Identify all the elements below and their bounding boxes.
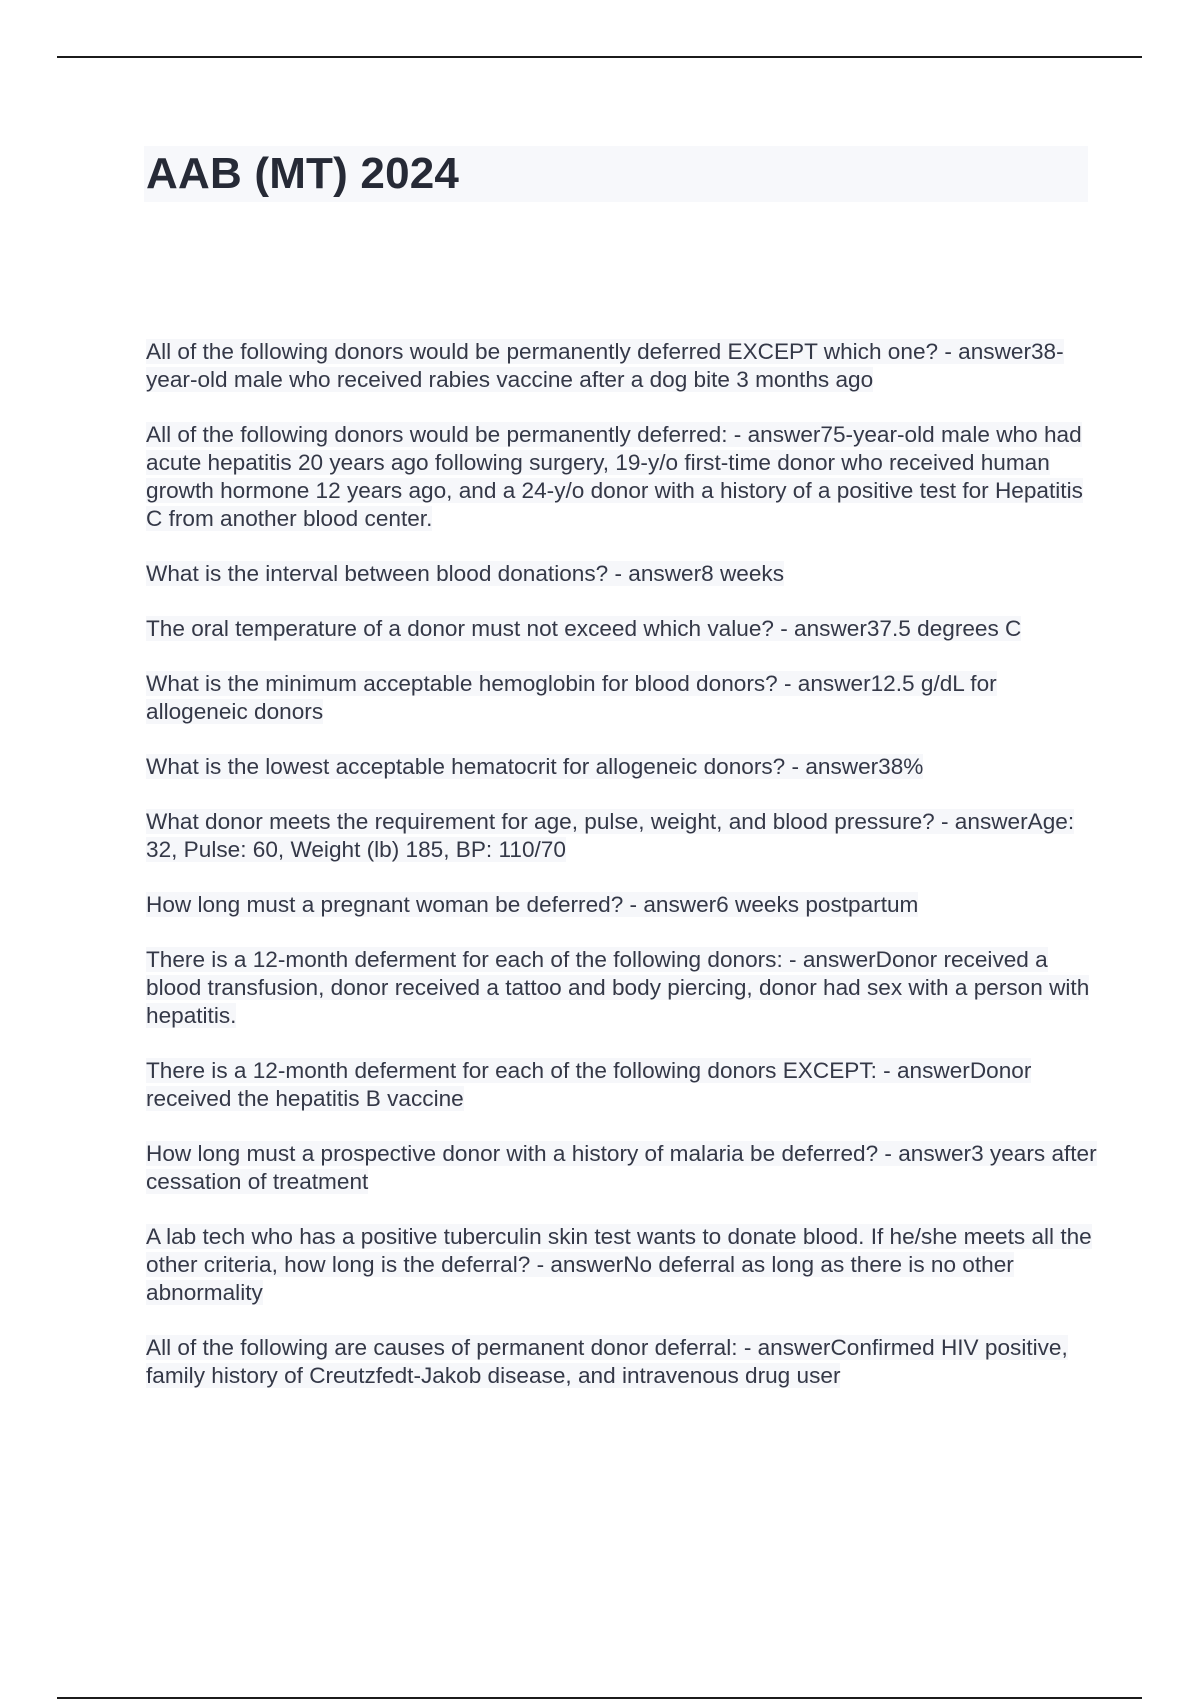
top-rule <box>57 56 1142 58</box>
qa-text: What is the minimum acceptable hemoglobin for blood donors? - answer12.5 g/dL for allogeneic donors <box>146 671 997 724</box>
bottom-rule <box>57 1697 1142 1699</box>
qa-text: All of the following donors would be permanently deferred: - answer75-year-old male who had acute hepatitis 20 years ago following surgery, 19-y/o first-time donor who received human growth hormone 12 years ago, and a 24-y/o donor with a history of a positive test for Hepatitis C from another blood center. <box>146 422 1083 531</box>
qa-text: What donor meets the requirement for age, pulse, weight, and blood pressure? - answerAge: 32, Pulse: 60, Weight (lb) 185, BP: 110/70 <box>146 809 1075 862</box>
qa-text: The oral temperature of a donor must not exceed which value? - answer37.5 degrees C <box>146 616 1022 641</box>
qa-text: All of the following are causes of permanent donor deferral: - answerConfirmed HIV positive, family history of Creutzfedt-Jakob disease, and intravenous drug user <box>146 1335 1068 1388</box>
qa-item <box>146 891 1101 919</box>
qa-text: All of the following donors would be permanently deferred EXCEPT which one? - answer38-year-old male who received rabies vaccine after a dog bite 3 months ago <box>146 339 1064 392</box>
qa-text: How long must a prospective donor with a history of malaria be deferred? - answer3 years after cessation of treatment <box>146 1141 1097 1194</box>
qa-item <box>146 1057 1101 1113</box>
qa-list <box>146 338 1101 1417</box>
qa-item <box>146 1334 1101 1390</box>
qa-item <box>146 1223 1101 1307</box>
qa-text: There is a 12-month deferment for each of the following donors EXCEPT: - answerDonor received the hepatitis B vaccine <box>146 1058 1032 1111</box>
qa-item <box>146 808 1101 864</box>
qa-text: What is the interval between blood donations? - answer8 weeks <box>146 561 785 586</box>
qa-item <box>146 753 1101 781</box>
qa-item <box>146 670 1101 726</box>
qa-item <box>146 560 1101 588</box>
qa-item <box>146 615 1101 643</box>
qa-item <box>146 1140 1101 1196</box>
qa-item <box>146 421 1101 533</box>
qa-item <box>146 338 1101 394</box>
qa-text: How long must a pregnant woman be deferred? - answer6 weeks postpartum <box>146 892 919 917</box>
qa-item <box>146 946 1101 1030</box>
qa-text: What is the lowest acceptable hematocrit for allogeneic donors? - answer38% <box>146 754 924 779</box>
qa-text: A lab tech who has a positive tuberculin skin test wants to donate blood. If he/she meets all the other criteria, how long is the deferral? - answerNo deferral as long as there is no other abnormality <box>146 1224 1092 1305</box>
document-title: AAB (MT) 2024 <box>146 149 460 198</box>
qa-text: There is a 12-month deferment for each of the following donors: - answerDonor received a blood transfusion, donor received a tattoo and body piercing, donor had sex with a person with hepatitis. <box>146 947 1090 1028</box>
